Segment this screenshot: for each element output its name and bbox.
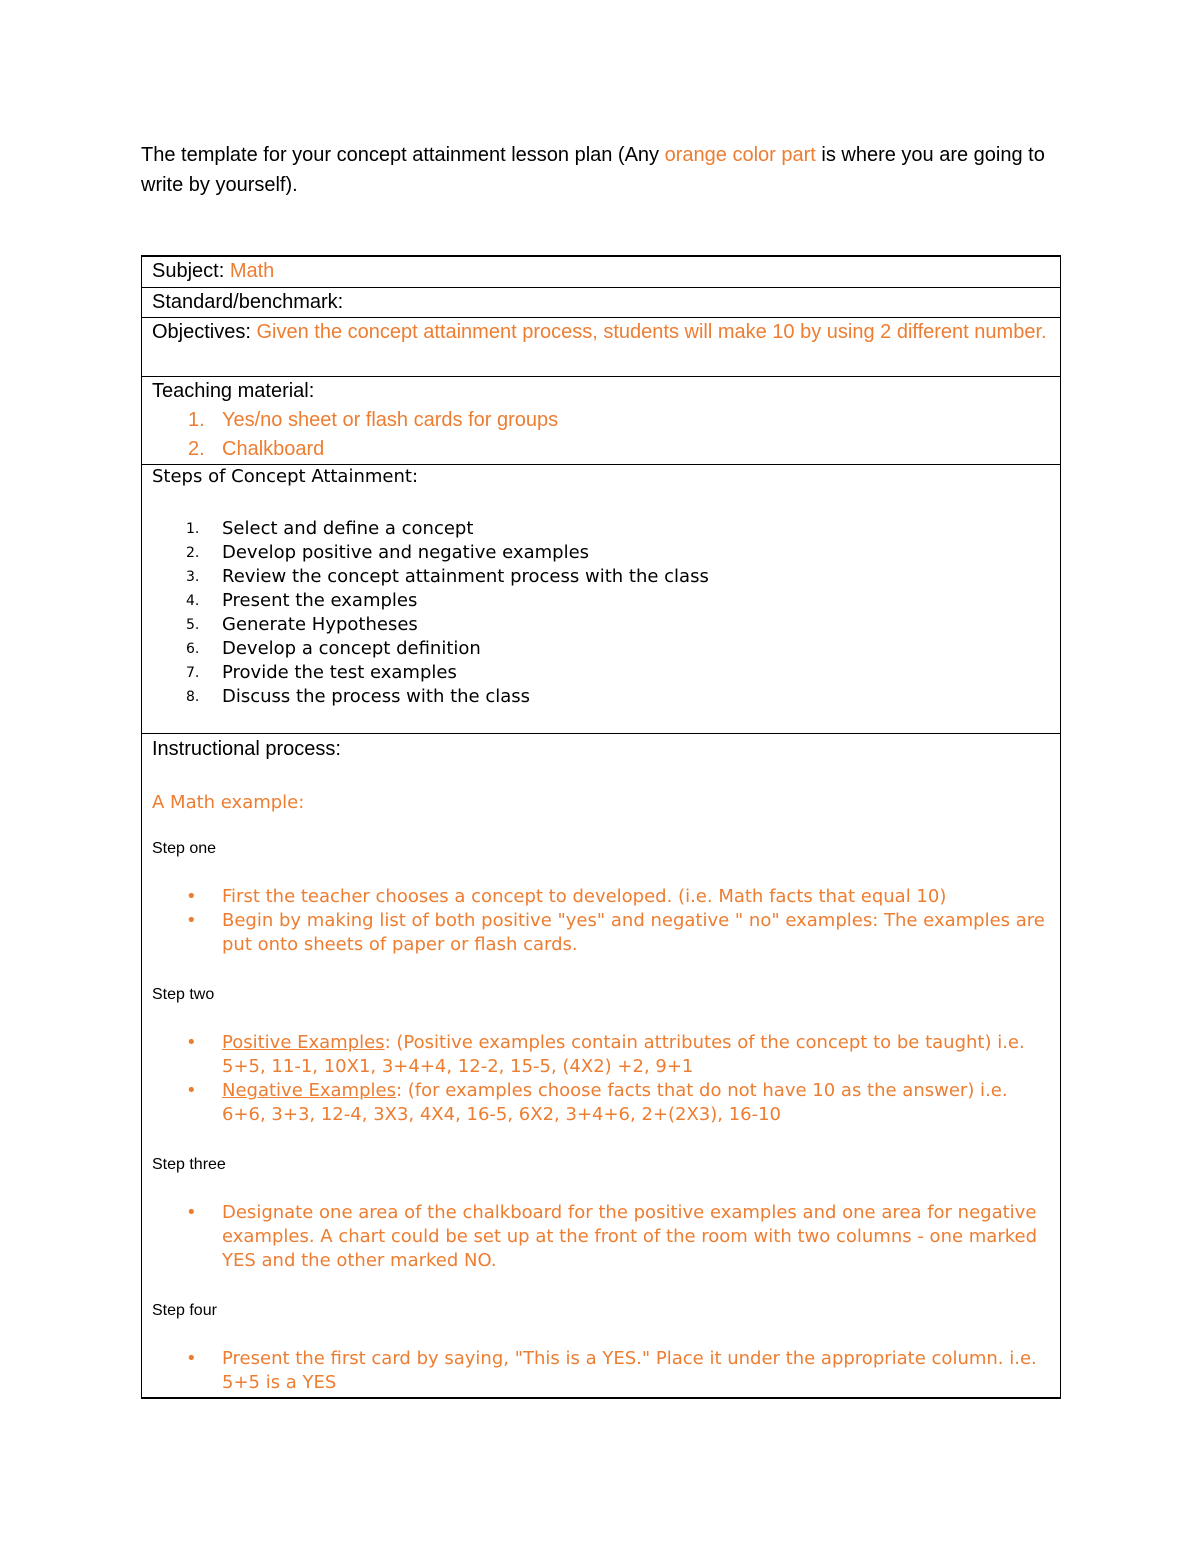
subject-value: Math — [229, 260, 275, 282]
list-item — [152, 637, 1050, 661]
bullet-icon: • — [186, 886, 197, 907]
list-number: 5. — [186, 617, 200, 633]
steps-list — [152, 517, 1050, 709]
intro-text-start: The template for your concept attainment lesson plan (Any — [141, 144, 665, 166]
subject-label: Subject: — [152, 260, 230, 282]
list-item — [152, 565, 1050, 589]
list-item — [152, 541, 1050, 565]
step-four-heading: Step four — [152, 1302, 217, 1319]
list-item — [152, 435, 1050, 464]
standard-label: Standard/benchmark: — [152, 291, 344, 313]
step-two-heading: Step two — [152, 986, 215, 1003]
list-number: 6. — [186, 641, 200, 657]
list-number: 8. — [186, 689, 200, 705]
list-text: Present the examples — [222, 590, 418, 611]
list-item — [152, 406, 1050, 435]
instructional-process-row — [142, 733, 1060, 1397]
list-text: Chalkboard — [222, 438, 325, 460]
list-item — [152, 1347, 1050, 1395]
step-one-list — [152, 885, 1050, 957]
math-example-heading: A Math example: — [152, 792, 305, 813]
list-text: Provide the test examples — [222, 662, 457, 683]
list-number: 1. — [188, 409, 205, 431]
step-one-heading: Step one — [152, 840, 217, 857]
bullet-icon: • — [186, 1202, 197, 1223]
list-text: Discuss the process with the class — [222, 686, 531, 707]
steps-row — [142, 464, 1060, 733]
list-item — [152, 661, 1050, 685]
list-text: Designate one area of the chalkboard for the positive examples and one area for negative examples. A chart could be set up at the front of the room with two columns - one marked YES and the other marked NO. — [222, 1202, 1038, 1271]
list-item — [152, 517, 1050, 541]
list-number: 7. — [186, 665, 200, 681]
list-text: Select and define a concept — [222, 518, 474, 539]
bullet-icon: • — [186, 1080, 197, 1101]
list-number: 2. — [186, 545, 200, 561]
objectives-label: Objectives: — [152, 321, 257, 343]
list-item — [152, 685, 1050, 709]
intro-text-end: is where you are going to write by yourself). — [141, 144, 1045, 196]
list-text: Begin by making list of both positive "yes" and negative " no" examples: The examples are put onto sheets of paper or flash cards. — [222, 910, 1045, 955]
bullet-icon: • — [186, 1032, 197, 1053]
step-two-list — [152, 1031, 1050, 1127]
list-text: First the teacher chooses a concept to developed. (i.e. Math facts that equal 10) — [222, 886, 947, 907]
positive-examples-text: : (Positive examples contain attributes of the concept to be taught) i.e. 5+5, 11-1, 10X1, 3+4+4, 12-2, 15-5, (4X2) +2, 9+1 — [222, 1032, 1025, 1077]
step-four-list — [152, 1347, 1050, 1395]
objectives-value: Given the concept attainment process, students will make 10 by using 2 different number. — [256, 321, 1047, 343]
negative-examples-label: Negative Examples — [222, 1080, 396, 1101]
list-item — [152, 589, 1050, 613]
list-text: Present the first card by saying, "This is a YES." Place it under the appropriate column. i.e. 5+5 is a YES — [222, 1348, 1037, 1393]
intro-paragraph — [141, 140, 1061, 200]
list-text: Develop a concept definition — [222, 638, 481, 659]
objectives-row — [142, 317, 1060, 376]
list-item — [152, 909, 1050, 957]
intro-orange-phrase: orange color part — [664, 144, 816, 166]
list-text: Generate Hypotheses — [222, 614, 418, 635]
step-three-heading: Step three — [152, 1156, 226, 1173]
teaching-material-label: Teaching material: — [152, 380, 315, 402]
steps-title: Steps of Concept Attainment: — [152, 466, 419, 487]
lesson-plan-table — [141, 255, 1061, 1399]
instructional-process-label: Instructional process: — [152, 738, 341, 760]
list-number: 1. — [186, 521, 200, 537]
list-item — [152, 1201, 1050, 1273]
teaching-material-list — [152, 406, 1050, 464]
standard-row — [142, 287, 1060, 317]
list-text: Yes/no sheet or flash cards for groups — [222, 409, 559, 431]
list-number: 2. — [188, 438, 205, 460]
positive-examples-label: Positive Examples — [222, 1032, 385, 1053]
bullet-icon: • — [186, 910, 197, 931]
list-text: Develop positive and negative examples — [222, 542, 590, 563]
step-three-list — [152, 1201, 1050, 1273]
list-item — [152, 885, 1050, 909]
list-item — [152, 1031, 1050, 1079]
list-number: 3. — [186, 569, 200, 585]
bullet-icon: • — [186, 1348, 197, 1369]
negative-examples-text: : (for examples choose facts that do not have 10 as the answer) i.e. 6+6, 3+3, 12-4, 3X3, 4X4, 16-5, 6X2, 3+4+6, 2+(2X3), 16-10 — [222, 1080, 1008, 1125]
list-item — [152, 1079, 1050, 1127]
subject-row — [142, 257, 1060, 287]
list-number: 4. — [186, 593, 200, 609]
teaching-material-row — [142, 376, 1060, 464]
list-item — [152, 613, 1050, 637]
list-text: Review the concept attainment process with the class — [222, 566, 709, 587]
